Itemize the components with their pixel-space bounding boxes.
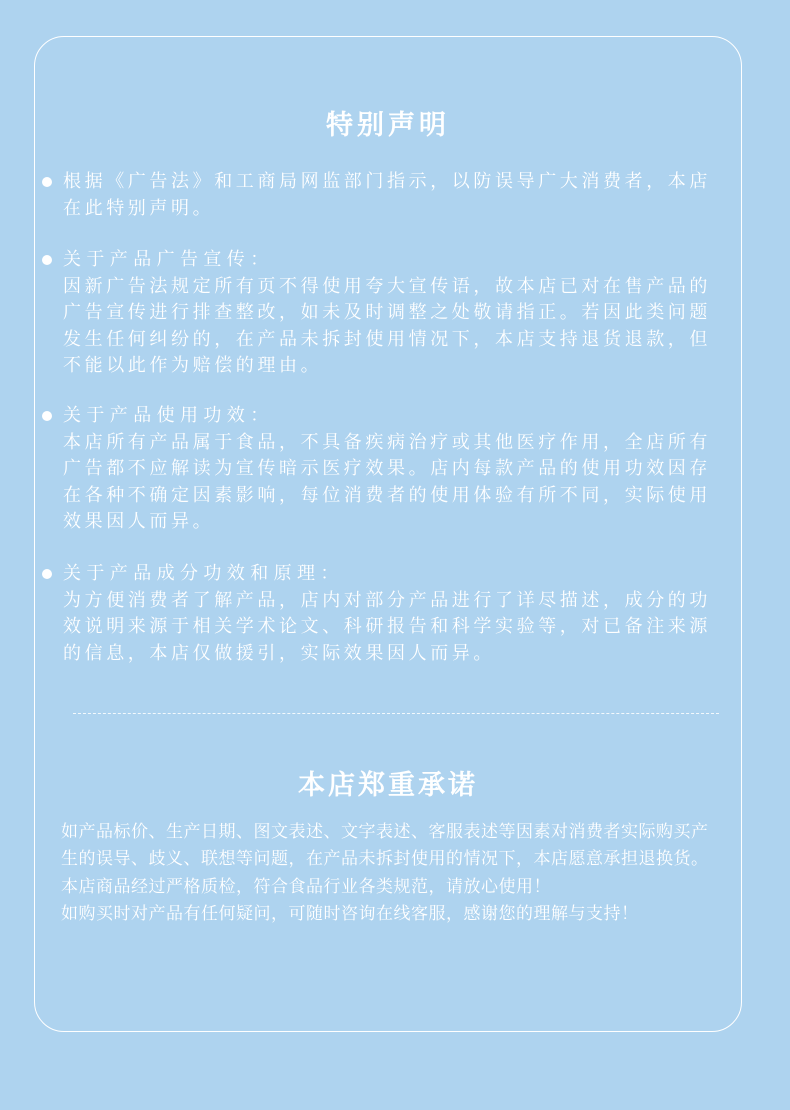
section-text <box>63 403 723 536</box>
section-divider <box>73 713 719 714</box>
section-text <box>63 247 723 380</box>
bullet-icon <box>42 411 52 421</box>
section-body: 因新广告法规定所有页不得使用夸大宣传语，故本店已对在售产品的广告宣传进行排查整改，如未及时调整之处敬请指正。若因此类问题发生任何纠纷的，在产品未拆封使用情况下，本店支持退货退款，但不能以此作为赔偿的理由。 <box>63 275 711 376</box>
statement-title: 特别声明 <box>326 110 450 141</box>
promise-text <box>61 819 721 928</box>
promise-title: 本店郑重承诺 <box>298 770 478 801</box>
section-text <box>63 561 723 667</box>
bullet-icon <box>42 569 52 579</box>
section-body: 为方便消费者了解产品，店内对部分产品进行了详尽描述，成分的功效说明来源于相关学术论文、科研报告和科学实验等，对已备注来源的信息，本店仅做援引，实际效果因人而异。 <box>63 589 711 664</box>
section-heading: 关于产品广告宣传： <box>63 249 274 270</box>
section-heading: 关于产品使用功效： <box>63 405 274 426</box>
promise-paragraph: 如产品标价、生产日期、图文表述、文字表述、客服表述等因素对消费者实际购买产生的误导、歧义、联想等问题，在产品未拆封使用的情况下，本店愿意承担退换货。 <box>61 822 709 870</box>
section-heading: 关于产品成分功效和原理： <box>63 563 344 584</box>
notice-card <box>34 36 742 1032</box>
section-body: 本店所有产品属于食品，不具备疾病治疗或其他医疗作用，全店所有广告都不应解读为宣传暗示医疗效果。店内每款产品的使用功效因存在各种不确定因素影响，每位消费者的使用体验有所不同，实际使用效果因人而异。 <box>63 431 711 532</box>
bullet-icon <box>42 177 52 187</box>
promise-paragraph: 本店商品经过严格质检，符合食品行业各类规范，请放心使用！ <box>61 876 551 897</box>
promise-paragraph: 如购买时对产品有任何疑问，可随时咨询在线客服，感谢您的理解与支持！ <box>61 903 639 924</box>
bullet-icon <box>42 255 52 265</box>
intro-text: 根据《广告法》和工商局网监部门指示，以防误导广大消费者，本店在此特别声明。 <box>63 171 711 219</box>
